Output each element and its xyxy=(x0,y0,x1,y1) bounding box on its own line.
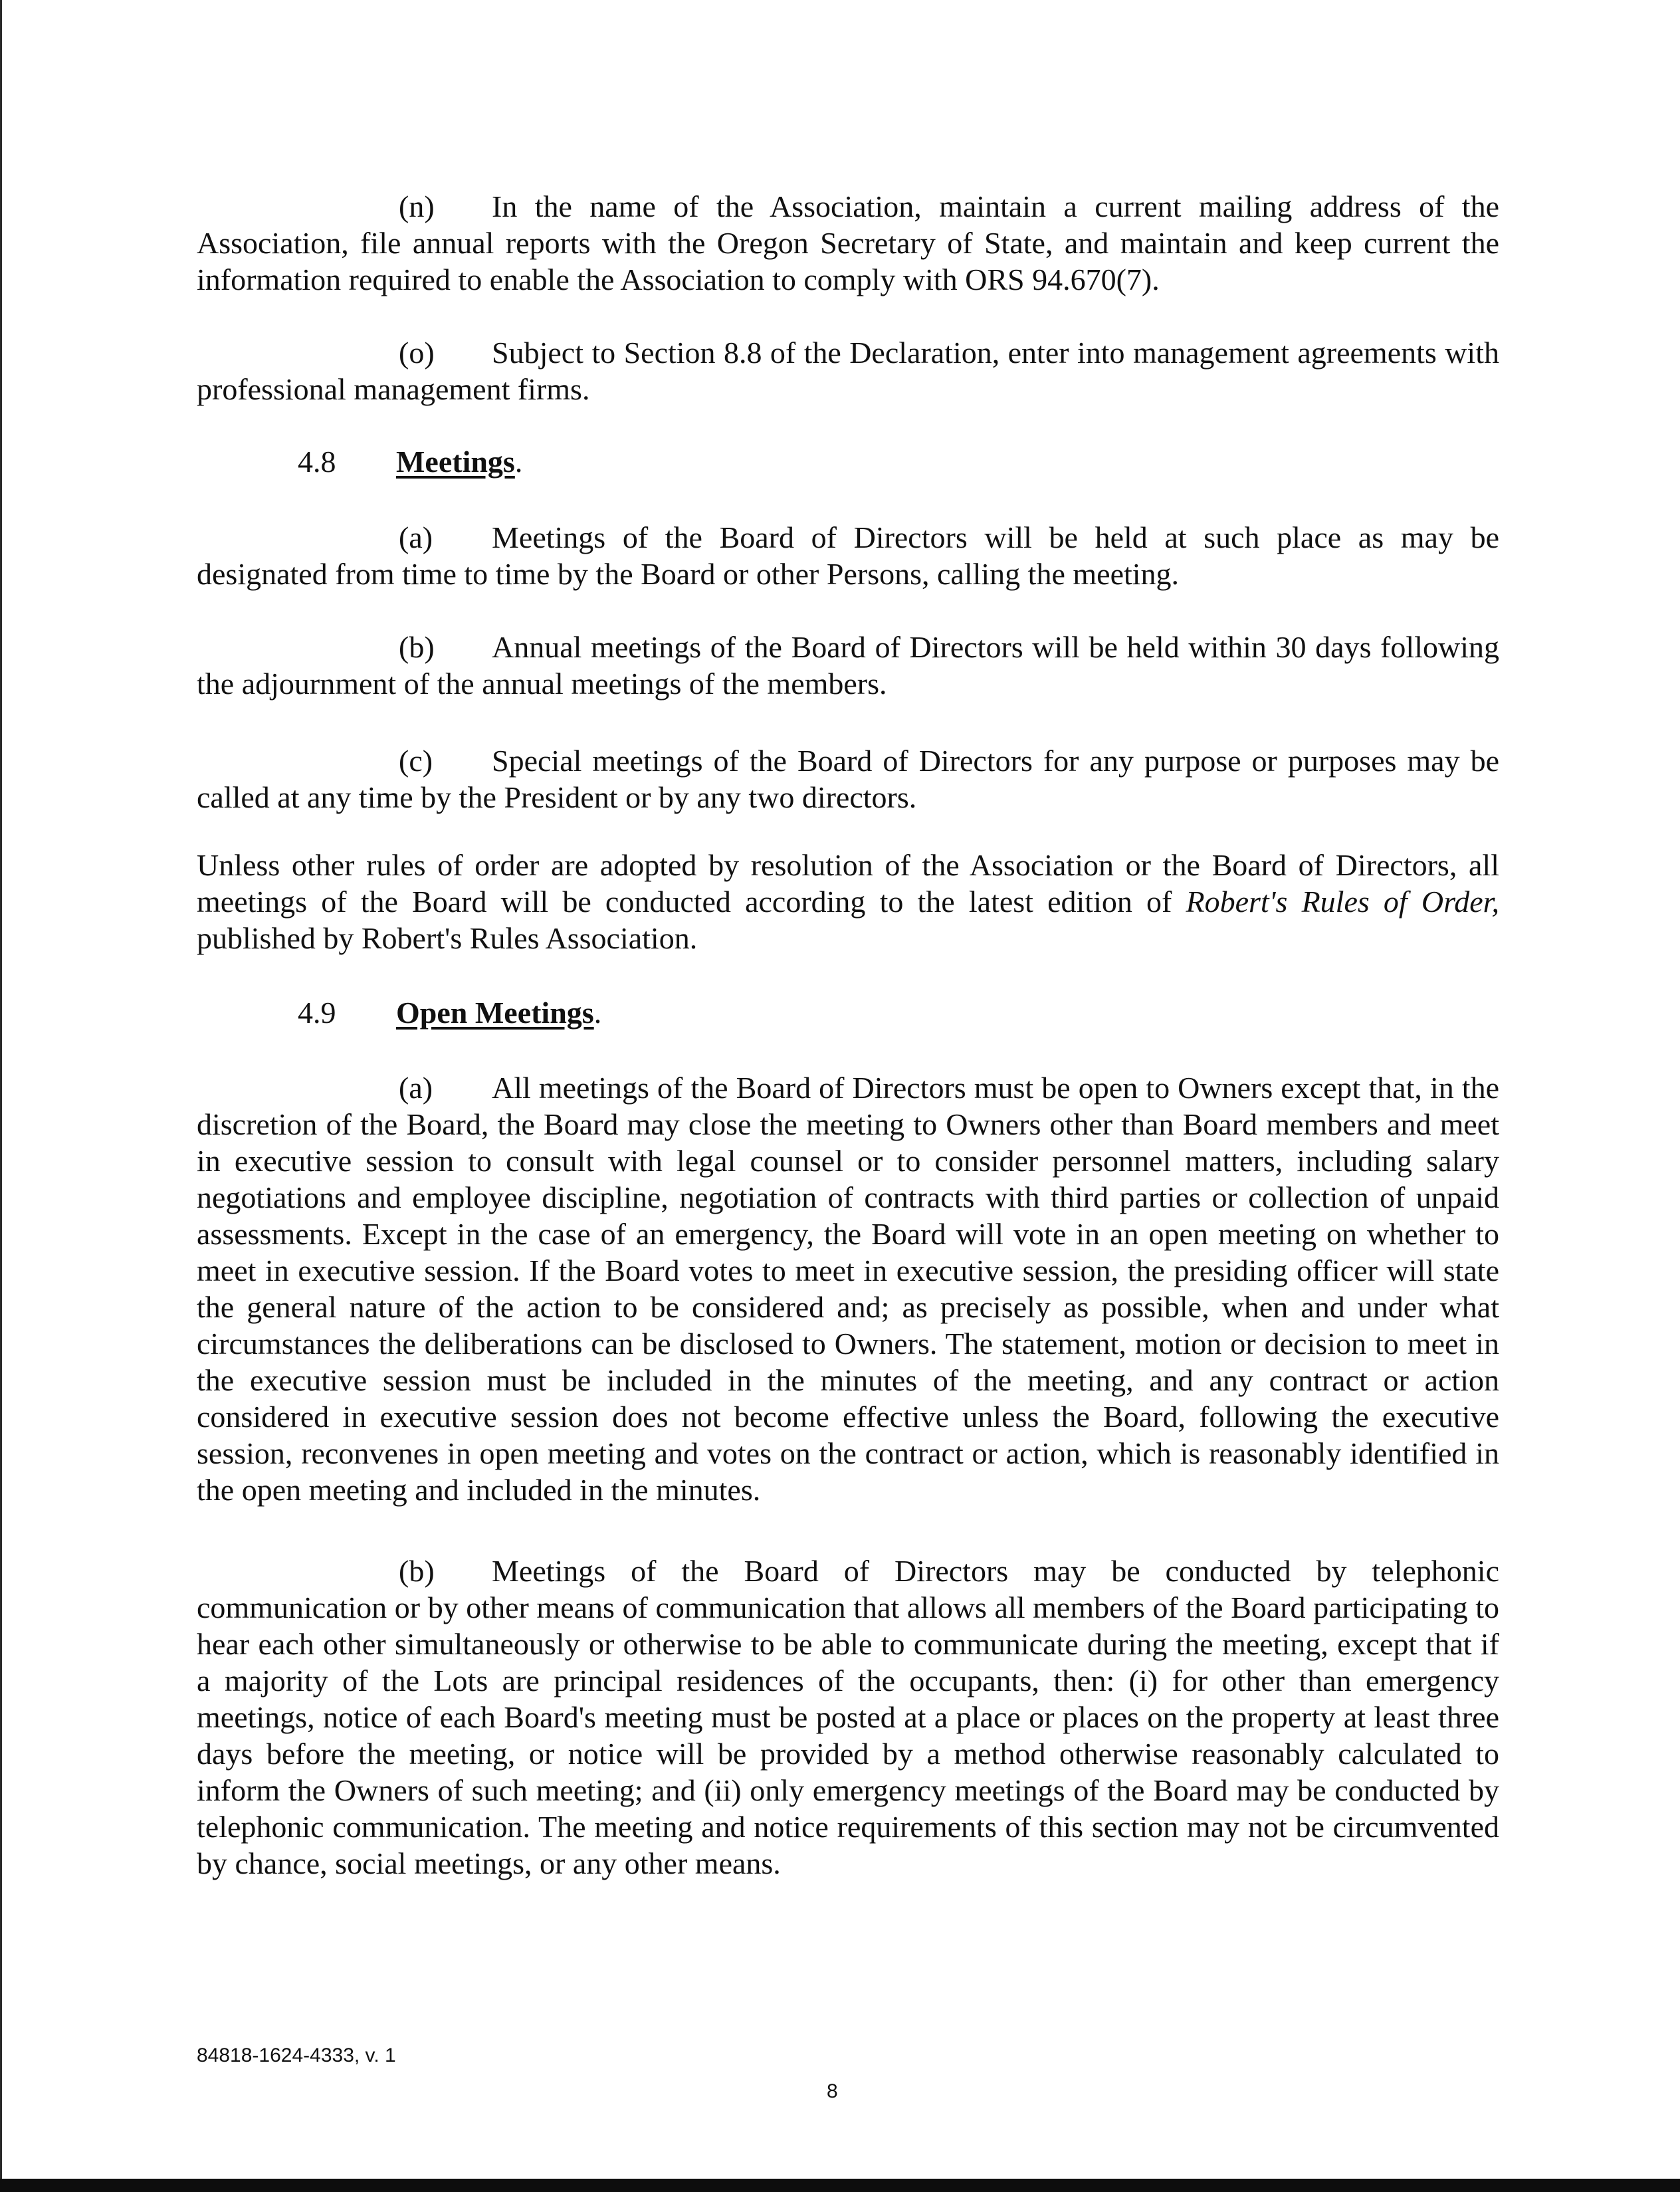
section-4-8-heading: 4.8 Meetings. xyxy=(298,445,523,479)
section-4-9-paragraph-a xyxy=(197,1069,1499,1508)
scan-bottom-edge xyxy=(0,2179,1680,2192)
section-4-9-paragraph-b xyxy=(197,1553,1499,1882)
rules-book-title: Robert's Rules of Order, xyxy=(1186,885,1499,919)
paragraph-n-text: In the name of the Association, maintain a current mailing address of the Association, file annual reports with the Oregon Secretary of State, and maintain and keep current the information required to enable the Association to comply with ORS 94.670(7). xyxy=(197,189,1499,296)
section-4-8-number: 4.8 xyxy=(298,445,336,479)
section-4-9-title: Open Meetings xyxy=(396,996,594,1030)
rules-text-before: Unless other rules of order are adopted by resolution of the Association or the Board of Directors, all meetings of the Board will be conducted according to the latest edition of xyxy=(197,848,1499,919)
section-4-8-a-label: (a) xyxy=(399,520,433,554)
paragraph-n xyxy=(197,188,1499,298)
section-4-8-c-label: (c) xyxy=(399,744,433,778)
paragraph-o-text: Subject to Section 8.8 of the Declaration, enter into management agreements with professional management firms. xyxy=(197,336,1499,406)
scan-left-edge xyxy=(0,0,2,2192)
section-4-9-a-label: (a) xyxy=(399,1071,433,1105)
section-4-8-b-text: Annual meetings of the Board of Directors will be held within 30 days following the adjournment of the annual meetings of the members. xyxy=(197,630,1499,701)
section-4-8-c-text: Special meetings of the Board of Directors for any purpose or purposes may be called at any time by the President or by any two directors. xyxy=(197,744,1499,814)
section-4-8-a-text: Meetings of the Board of Directors will be held at such place as may be designated from time to time by the Board or other Persons, calling the meeting. xyxy=(197,520,1499,591)
paragraph-o-label: (o) xyxy=(399,336,435,370)
section-4-8-paragraph-a xyxy=(197,519,1499,592)
paragraph-o xyxy=(197,334,1499,407)
section-4-8-b-label: (b) xyxy=(399,630,435,664)
section-4-8-paragraph-b xyxy=(197,629,1499,702)
section-4-9-heading: 4.9 Open Meetings. xyxy=(298,996,602,1030)
section-4-9-b-text: Meetings of the Board of Directors may be conducted by telephonic communication or by other means of communication that allows all members of the Board participating to hear each other simultaneously or otherwise to be able to communicate during the meeting, except that if a majority of the Lots are principal residences of the occupants, then: (i) for other than emergency meetings, notice of each Board's meeting must be posted at a place or places on the property at least three days before the meeting, or notice will be provided by a method otherwise reasonably calculated to inform the Owners of such meeting; and (ii) only emergency meetings of the Board may be conducted by telephonic communication. The meeting and notice requirements of this section may not be circumvented by chance, social meetings, or any other means. xyxy=(197,1554,1499,1880)
paragraph-n-label: (n) xyxy=(399,189,435,223)
rules-text-after: published by Robert's Rules Association. xyxy=(197,921,698,955)
section-4-8-title: Meetings xyxy=(396,445,515,479)
page-number: 8 xyxy=(827,2080,838,2102)
rules-of-order-paragraph xyxy=(197,847,1499,956)
section-4-9-a-text: All meetings of the Board of Directors must be open to Owners except that, in the discretion of the Board, the Board may close the meeting to Owners other than Board members and meet in executive session to consult with legal counsel or to consider personnel matters, including salary negotiations and employee discipline, negotiation of contracts with third parties or collection of unpaid assessments. Except in the case of an emergency, the Board will vote in an open meeting on whether to meet in executive session. If the Board votes to meet in executive session, the presiding officer will state the general nature of the action to be considered and; as precisely as possible, when and under what circumstances the deliberations can be disclosed to Owners. The statement, motion or decision to meet in the executive session must be included in the minutes of the meeting, and any contract or action considered in executive session does not become effective unless the Board, following the executive session, reconvenes in open meeting and votes on the contract or action, which is reasonably identified in the open meeting and included in the minutes. xyxy=(197,1071,1499,1507)
section-4-9-number: 4.9 xyxy=(298,996,336,1030)
document-id: 84818-1624-4333, v. 1 xyxy=(197,2044,396,2066)
section-4-8-paragraph-c xyxy=(197,742,1499,816)
section-4-9-b-label: (b) xyxy=(399,1554,435,1588)
